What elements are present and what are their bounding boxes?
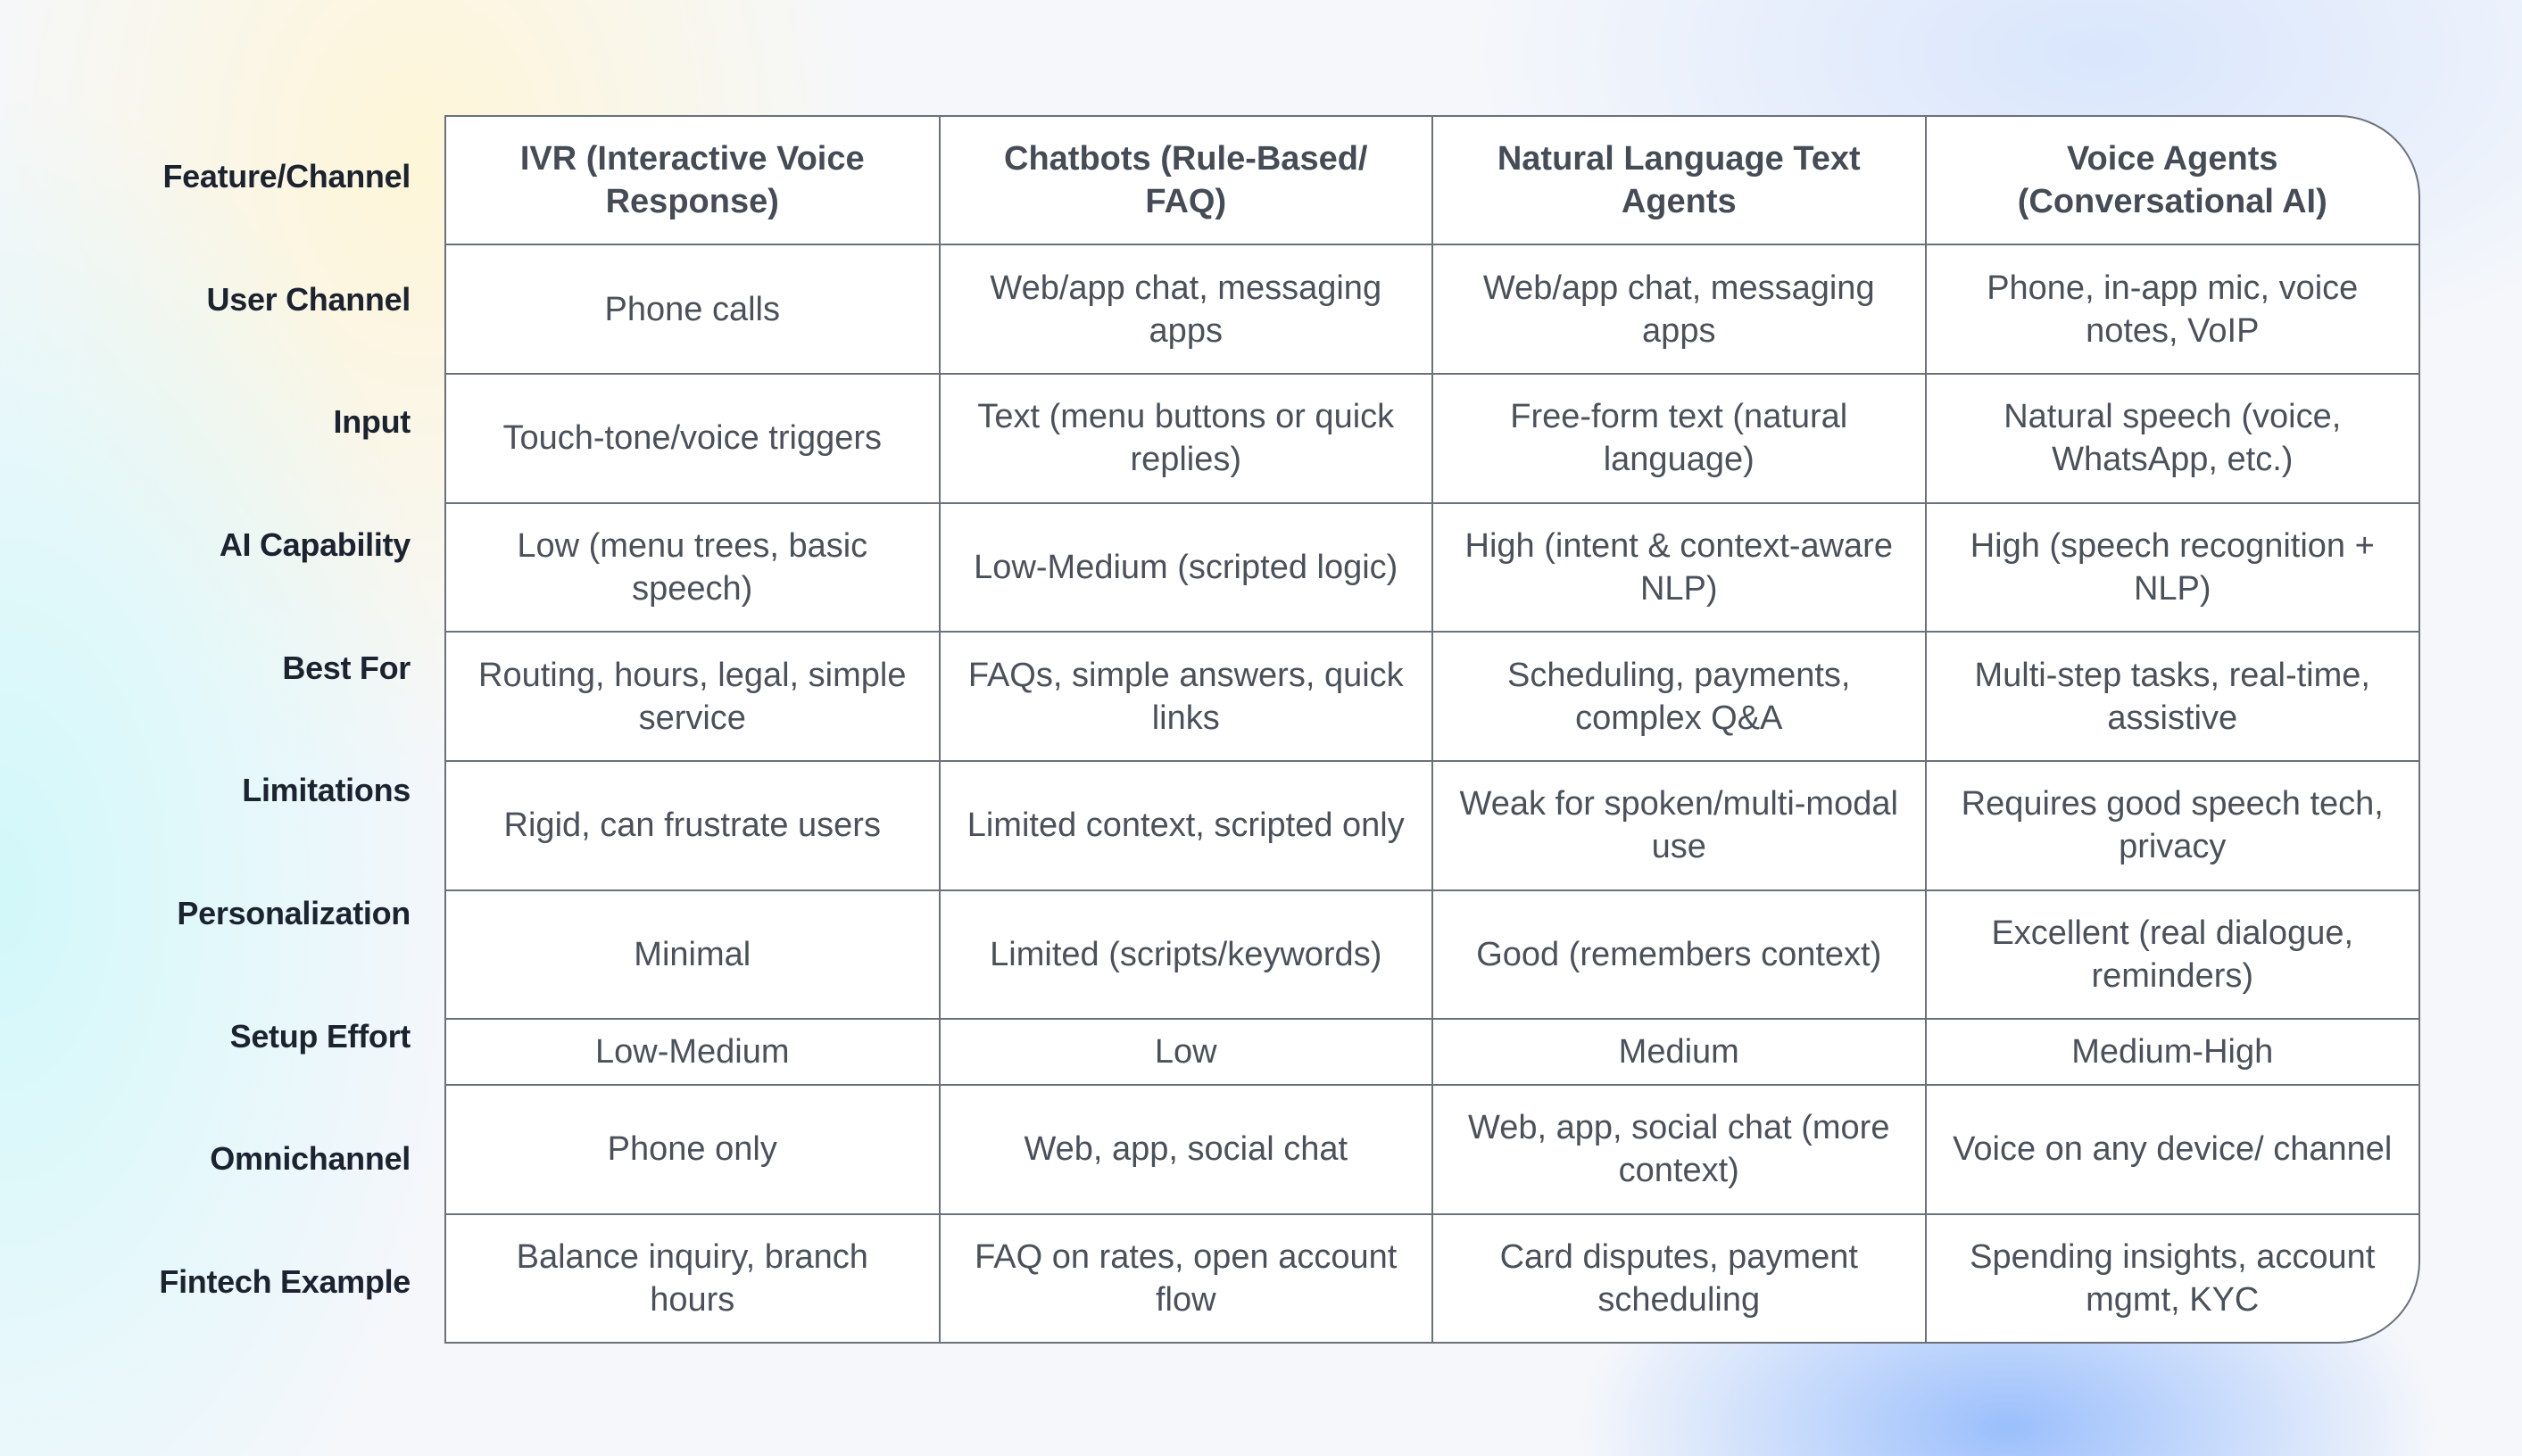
- table-row: [446, 1085, 2418, 1214]
- table-cell: Limited context, scripted only: [940, 761, 1433, 890]
- column-header-ivr: IVR (Interactive Voice Response): [446, 117, 940, 244]
- table-cell: Good (remembers context): [1432, 890, 1926, 1020]
- table-row: [446, 503, 2418, 633]
- table-cell: Excellent (real dialogue, reminders): [1926, 890, 2419, 1020]
- table-cell: Balance inquiry, branch hours: [446, 1214, 940, 1342]
- table-cell: Card disputes, payment scheduling: [1432, 1214, 1926, 1342]
- row-label-feature-channel: Feature/Channel: [162, 157, 411, 194]
- column-header-chatbots: Chatbots (Rule-Based/ FAQ): [940, 117, 1433, 244]
- table-cell: Spending insights, account mgmt, KYC: [1926, 1214, 2419, 1342]
- table-cell: Rigid, can frustrate users: [446, 761, 940, 890]
- table-header-row: [446, 117, 2418, 244]
- table-cell: Scheduling, payments, complex Q&A: [1432, 632, 1926, 761]
- row-label-input: Input: [333, 403, 411, 441]
- table-cell: FAQ on rates, open account flow: [940, 1214, 1433, 1342]
- table-cell: Touch-tone/voice triggers: [446, 374, 940, 503]
- table-row: [446, 1019, 2418, 1085]
- table-cell: Web/app chat, messaging apps: [1432, 244, 1926, 374]
- table-row: [446, 761, 2418, 890]
- table-cell: Routing, hours, legal, simple service: [446, 632, 940, 761]
- table-cell: Minimal: [446, 890, 940, 1020]
- column-header-nl-text-agents: Natural Language Text Agents: [1432, 117, 1926, 244]
- row-labels-column: [0, 115, 411, 1344]
- row-label-personalization: Personalization: [177, 894, 411, 931]
- comparison-table-grid: [446, 117, 2418, 1342]
- comparison-table: [444, 115, 2420, 1344]
- table-cell: Free-form text (natural language): [1432, 374, 1926, 503]
- table-cell: Web, app, social chat (more context): [1432, 1085, 1926, 1214]
- table-row: [446, 1214, 2418, 1342]
- table-cell: Limited (scripts/keywords): [940, 890, 1433, 1020]
- table-cell: Web/app chat, messaging apps: [940, 244, 1433, 374]
- table-cell: Low: [940, 1019, 1433, 1085]
- row-label-user-channel: User Channel: [206, 280, 411, 318]
- table-row: [446, 632, 2418, 761]
- row-label-setup-effort: Setup Effort: [229, 1017, 411, 1055]
- table-cell: Multi-step tasks, real-time, assistive: [1926, 632, 2419, 761]
- table-cell: Natural speech (voice, WhatsApp, etc.): [1926, 374, 2419, 503]
- table-cell: Voice on any device/ channel: [1926, 1085, 2419, 1214]
- table-row: [446, 374, 2418, 503]
- table-cell: Phone calls: [446, 244, 940, 374]
- table-row: [446, 244, 2418, 374]
- table-cell: Medium-High: [1926, 1019, 2419, 1085]
- row-label-omnichannel: Omnichannel: [210, 1140, 411, 1178]
- table-cell: FAQs, simple answers, quick links: [940, 632, 1433, 761]
- table-cell: Medium: [1432, 1019, 1926, 1085]
- table-cell: Weak for spoken/multi-modal use: [1432, 761, 1926, 890]
- table-cell: Text (menu buttons or quick replies): [940, 374, 1433, 503]
- table-cell: Requires good speech tech, privacy: [1926, 761, 2419, 890]
- table-cell: Low-Medium: [446, 1019, 940, 1085]
- table-cell: High (intent & context-aware NLP): [1432, 503, 1926, 633]
- table-cell: Web, app, social chat: [940, 1085, 1433, 1214]
- table-row: [446, 890, 2418, 1020]
- row-label-ai-capability: AI Capability: [219, 525, 411, 563]
- row-label-best-for: Best For: [282, 649, 411, 686]
- table-cell: Low (menu trees, basic speech): [446, 503, 940, 633]
- row-label-limitations: Limitations: [242, 772, 411, 809]
- table-cell: High (speech recognition + NLP): [1926, 503, 2419, 633]
- column-header-voice-agents: Voice Agents (Conversational AI): [1926, 117, 2419, 244]
- table-cell: Phone, in-app mic, voice notes, VoIP: [1926, 244, 2419, 374]
- row-label-fintech-example: Fintech Example: [159, 1263, 411, 1301]
- table-cell: Phone only: [446, 1085, 940, 1214]
- table-cell: Low-Medium (scripted logic): [940, 503, 1433, 633]
